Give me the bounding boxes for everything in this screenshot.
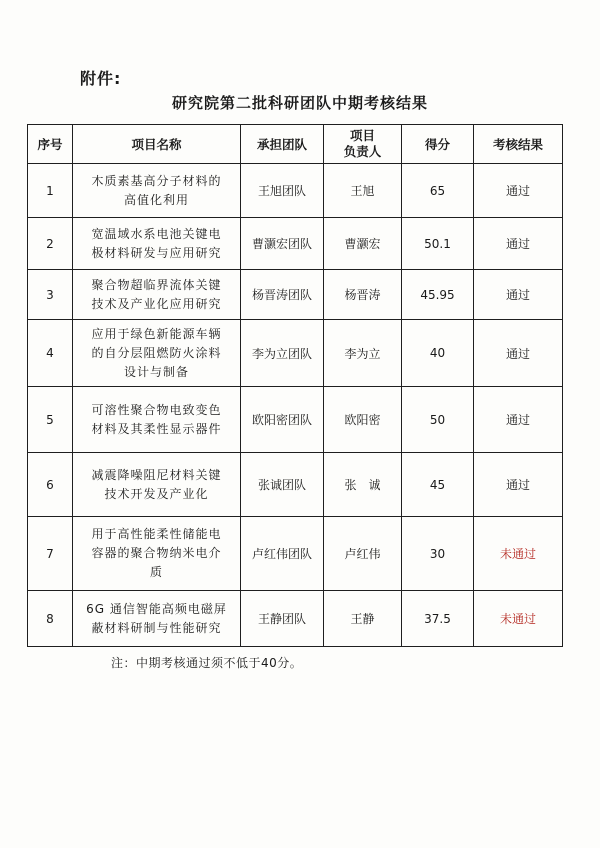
- cell-team: 卢红伟团队: [241, 517, 324, 591]
- header-no: 序号: [28, 125, 73, 164]
- header-project-name: 项目名称: [73, 125, 241, 164]
- cell-no: 4: [28, 320, 73, 387]
- cell-result: 通过: [474, 164, 563, 218]
- table-row: [28, 270, 563, 320]
- cell-project-name: 聚合物超临界流体关键 技术及产业化应用研究: [73, 270, 241, 320]
- cell-result: 未通过: [474, 591, 563, 647]
- cell-leader: 卢红伟: [324, 517, 402, 591]
- cell-team: 王静团队: [241, 591, 324, 647]
- cell-result: 未通过: [474, 517, 563, 591]
- cell-score: 30: [402, 517, 474, 591]
- cell-project-name: 用于高性能柔性储能电 容器的聚合物纳米电介 质: [73, 517, 241, 591]
- cell-project-name: 木质素基高分子材料的 高值化利用: [73, 164, 241, 218]
- cell-project-name: 6G 通信智能高频电磁屏 蔽材料研制与性能研究: [73, 591, 241, 647]
- cell-result: 通过: [474, 218, 563, 270]
- cell-leader: 王静: [324, 591, 402, 647]
- cell-score: 45: [402, 453, 474, 517]
- cell-result: 通过: [474, 270, 563, 320]
- cell-score: 50: [402, 387, 474, 453]
- cell-no: 7: [28, 517, 73, 591]
- cell-score: 40: [402, 320, 474, 387]
- cell-leader: 杨晋涛: [324, 270, 402, 320]
- cell-team: 张诚团队: [241, 453, 324, 517]
- results-table: [27, 124, 563, 647]
- cell-team: 王旭团队: [241, 164, 324, 218]
- cell-score: 37.5: [402, 591, 474, 647]
- cell-result: 通过: [474, 320, 563, 387]
- header-leader: 项目 负责人: [324, 125, 402, 164]
- table-row: [28, 164, 563, 218]
- cell-project-name: 可溶性聚合物电致变色 材料及其柔性显示器件: [73, 387, 241, 453]
- table-row: [28, 320, 563, 387]
- table-row: [28, 387, 563, 453]
- table-row: [28, 218, 563, 270]
- cell-project-name: 应用于绿色新能源车辆 的自分层阻燃防火涂料 设计与制备: [73, 320, 241, 387]
- cell-leader: 李为立: [324, 320, 402, 387]
- table-row: [28, 517, 563, 591]
- header-result: 考核结果: [474, 125, 563, 164]
- cell-no: 6: [28, 453, 73, 517]
- cell-result: 通过: [474, 387, 563, 453]
- cell-leader: 王旭: [324, 164, 402, 218]
- attachment-label: 附件:: [80, 69, 122, 88]
- cell-leader: 张 诚: [324, 453, 402, 517]
- cell-no: 8: [28, 591, 73, 647]
- footnote: 注：中期考核通过须不低于40分。: [111, 656, 303, 670]
- cell-no: 5: [28, 387, 73, 453]
- cell-score: 45.95: [402, 270, 474, 320]
- document-title: 研究院第二批科研团队中期考核结果: [171, 94, 428, 112]
- cell-leader: 欧阳密: [324, 387, 402, 453]
- cell-project-name: 宽温域水系电池关键电 极材料研发与应用研究: [73, 218, 241, 270]
- cell-score: 50.1: [402, 218, 474, 270]
- table-row: [28, 453, 563, 517]
- header-team: 承担团队: [241, 125, 324, 164]
- cell-no: 3: [28, 270, 73, 320]
- cell-no: 2: [28, 218, 73, 270]
- header-score: 得分: [402, 125, 474, 164]
- cell-project-name: 减震降噪阻尼材料关键 技术开发及产业化: [73, 453, 241, 517]
- table-header-row: [28, 125, 563, 164]
- table-row: [28, 591, 563, 647]
- cell-no: 1: [28, 164, 73, 218]
- cell-leader: 曹灏宏: [324, 218, 402, 270]
- cell-team: 李为立团队: [241, 320, 324, 387]
- cell-team: 杨晋涛团队: [241, 270, 324, 320]
- cell-score: 65: [402, 164, 474, 218]
- cell-team: 欧阳密团队: [241, 387, 324, 453]
- cell-result: 通过: [474, 453, 563, 517]
- cell-team: 曹灏宏团队: [241, 218, 324, 270]
